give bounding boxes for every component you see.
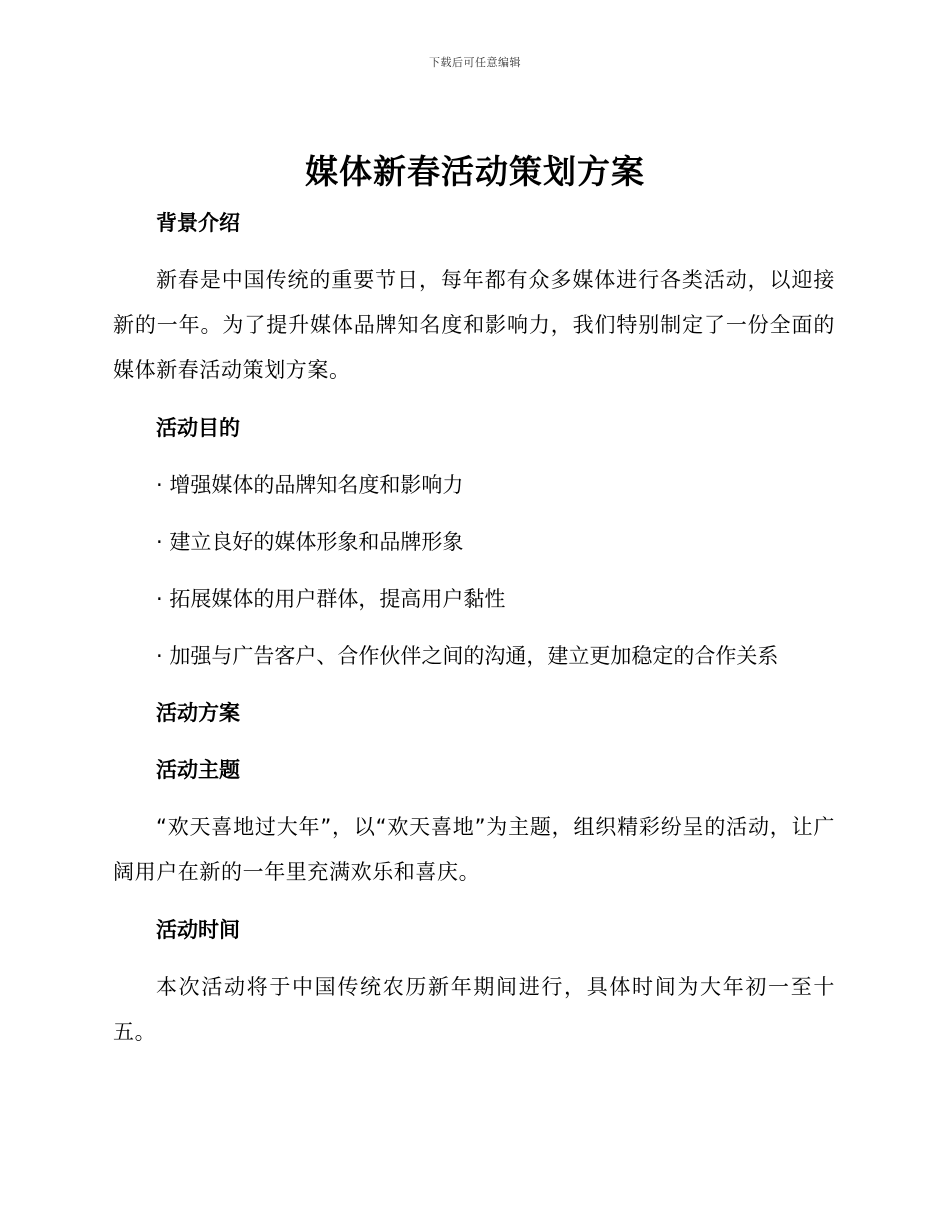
document-body [113, 201, 835, 1055]
section-heading-time: 活动时间 [156, 918, 240, 942]
section-heading-plan: 活动方案 [156, 701, 240, 725]
section-paragraph-background: 新春是中国传统的重要节日，每年都有众多媒体进行各类活动，以迎接新的一年。为了提升媒体品牌知名度和影响力，我们特别制定了一份全面的媒体新春活动策划方案。 [113, 268, 835, 382]
purpose-bullet: · 增强媒体的品牌知名度和影响力 [156, 473, 464, 497]
section-heading-purpose: 活动目的 [156, 416, 240, 440]
document-title: 媒体新春活动策划方案 [305, 152, 645, 191]
purpose-bullet: · 加强与广告客户、合作伙伴之间的沟通，建立更加稳定的合作关系 [156, 644, 779, 668]
purpose-bullet: · 拓展媒体的用户群体，提高用户黏性 [156, 587, 506, 611]
section-paragraph-theme: “欢天喜地过大年”，以“欢天喜地”为主题，组织精彩纷呈的活动，让广阔用户在新的一年里充满欢乐和喜庆。 [113, 815, 835, 884]
section-heading-theme: 活动主题 [156, 758, 240, 782]
header-note: 下载后可任意编辑 [429, 56, 521, 69]
purpose-bullet: · 建立良好的媒体形象和品牌形象 [156, 530, 464, 554]
section-heading-background: 背景介绍 [156, 211, 240, 235]
section-paragraph-time: 本次活动将于中国传统农历新年期间进行，具体时间为大年初一至十五。 [113, 975, 835, 1044]
